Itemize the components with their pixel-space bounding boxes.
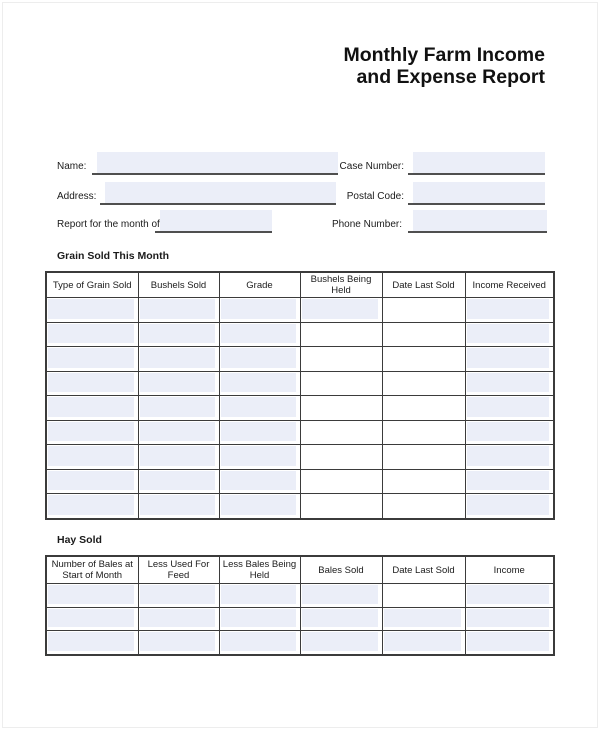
address-field[interactable] <box>100 182 336 205</box>
grain-row-3 <box>46 347 554 372</box>
hay-section-title: Hay Sold <box>57 534 102 546</box>
grain-cell-r2c2[interactable] <box>138 322 219 347</box>
case-number-field[interactable] <box>408 152 545 175</box>
field-highlight <box>221 609 296 628</box>
hay-row-1 <box>46 584 554 608</box>
grain-section-title: Grain Sold This Month <box>57 250 169 262</box>
grain-cell-r5c2[interactable] <box>138 396 219 421</box>
grain-cell-r8c6[interactable] <box>465 469 554 494</box>
address-label: Address: <box>57 191 97 202</box>
field-highlight <box>221 446 296 466</box>
grain-cell-r4c2[interactable] <box>138 371 219 396</box>
grain-cell-r2c5 <box>382 322 465 347</box>
field-highlight <box>140 495 215 515</box>
hay-column-header-5: Date Last Sold <box>382 556 465 584</box>
field-highlight <box>48 299 134 319</box>
postal-code-field[interactable] <box>408 182 545 205</box>
grain-cell-r5c1[interactable] <box>46 396 138 421</box>
field-highlight <box>413 210 547 231</box>
field-highlight <box>140 446 215 466</box>
hay-cell-r3c3[interactable] <box>219 631 300 655</box>
grain-cell-r6c5 <box>382 420 465 445</box>
hay-cell-r1c1[interactable] <box>46 584 138 608</box>
field-highlight <box>140 471 215 491</box>
hay-cell-r3c5[interactable] <box>382 631 465 655</box>
field-highlight <box>48 495 134 515</box>
field-highlight <box>467 446 550 466</box>
grain-column-header-1: Type of Grain Sold <box>46 272 138 298</box>
grain-table-body <box>46 298 554 519</box>
field-highlight <box>140 632 215 651</box>
field-highlight <box>467 495 550 515</box>
field-highlight <box>48 632 134 651</box>
field-highlight <box>140 397 215 417</box>
hay-cell-r3c1[interactable] <box>46 631 138 655</box>
grain-cell-r5c3[interactable] <box>219 396 300 421</box>
grain-header-row <box>46 272 554 298</box>
grain-cell-r7c4 <box>300 445 382 470</box>
report-month-field[interactable] <box>155 210 272 233</box>
grain-cell-r6c3[interactable] <box>219 420 300 445</box>
field-highlight <box>221 397 296 417</box>
grain-table <box>45 271 555 520</box>
grain-row-9 <box>46 494 554 519</box>
hay-cell-r1c3[interactable] <box>219 584 300 608</box>
hay-column-header-4: Bales Sold <box>300 556 382 584</box>
field-highlight <box>221 422 296 442</box>
grain-cell-r2c6[interactable] <box>465 322 554 347</box>
field-highlight <box>48 471 134 491</box>
hay-cell-r2c2[interactable] <box>138 607 219 631</box>
hay-column-header-1: Number of Bales at Start of Month <box>46 556 138 584</box>
report-month-label: Report for the month of <box>57 219 160 230</box>
name-label: Name: <box>57 161 87 172</box>
field-highlight <box>302 585 378 604</box>
grain-cell-r8c1[interactable] <box>46 469 138 494</box>
grain-row-6 <box>46 420 554 445</box>
field-highlight <box>48 324 134 344</box>
grain-column-header-2: Bushels Sold <box>138 272 219 298</box>
hay-cell-r2c4[interactable] <box>300 607 382 631</box>
case-number-label: Case Number: <box>339 161 404 172</box>
grain-cell-r1c5 <box>382 298 465 323</box>
field-highlight <box>221 348 296 368</box>
page-title-line-1: Monthly Farm Income <box>343 44 545 66</box>
grain-cell-r4c5 <box>382 371 465 396</box>
hay-cell-r2c6[interactable] <box>465 607 554 631</box>
field-highlight <box>140 299 215 319</box>
grain-cell-r3c1[interactable] <box>46 347 138 372</box>
grain-row-7 <box>46 445 554 470</box>
phone-number-label: Phone Number: <box>331 219 402 230</box>
postal-code-label: Postal Code: <box>346 191 404 202</box>
field-highlight <box>384 632 461 651</box>
field-highlight <box>467 299 550 319</box>
grain-cell-r1c6[interactable] <box>465 298 554 323</box>
field-highlight <box>221 299 296 319</box>
field-highlight <box>302 299 378 319</box>
field-highlight <box>97 152 338 173</box>
field-highlight <box>140 373 215 393</box>
hay-column-header-3: Less Bales Being Held <box>219 556 300 584</box>
field-highlight <box>221 373 296 393</box>
grain-cell-r8c5 <box>382 469 465 494</box>
hay-cell-r3c6[interactable] <box>465 631 554 655</box>
field-highlight <box>302 609 378 628</box>
field-highlight <box>302 632 378 651</box>
grain-cell-r4c1[interactable] <box>46 371 138 396</box>
field-highlight <box>48 446 134 466</box>
grain-cell-r4c3[interactable] <box>219 371 300 396</box>
hay-row-3 <box>46 631 554 655</box>
hay-cell-r2c3[interactable] <box>219 607 300 631</box>
field-highlight <box>140 609 215 628</box>
hay-column-header-2: Less Used For Feed <box>138 556 219 584</box>
field-highlight <box>48 348 134 368</box>
grain-cell-r6c1[interactable] <box>46 420 138 445</box>
grain-row-8 <box>46 469 554 494</box>
hay-cell-r3c4[interactable] <box>300 631 382 655</box>
hay-column-header-6: Income <box>465 556 554 584</box>
field-highlight <box>413 152 545 173</box>
grain-cell-r5c4 <box>300 396 382 421</box>
grain-cell-r9c2[interactable] <box>138 494 219 519</box>
field-highlight <box>413 182 545 203</box>
grain-cell-r8c3[interactable] <box>219 469 300 494</box>
grain-cell-r3c5 <box>382 347 465 372</box>
field-highlight <box>48 422 134 442</box>
field-highlight <box>467 609 550 628</box>
hay-header-row <box>46 556 554 584</box>
grain-row-2 <box>46 322 554 347</box>
name-field[interactable] <box>92 152 338 175</box>
grain-column-header-4: Bushels Being Held <box>300 272 382 298</box>
hay-table-body <box>46 584 554 655</box>
grain-cell-r1c3[interactable] <box>219 298 300 323</box>
field-highlight <box>221 632 296 651</box>
grain-cell-r9c5 <box>382 494 465 519</box>
phone-number-field[interactable] <box>408 210 547 233</box>
hay-cell-r2c5[interactable] <box>382 607 465 631</box>
field-highlight <box>467 373 550 393</box>
grain-cell-r9c1[interactable] <box>46 494 138 519</box>
grain-cell-r9c4 <box>300 494 382 519</box>
grain-cell-r6c6[interactable] <box>465 420 554 445</box>
hay-cell-r1c2[interactable] <box>138 584 219 608</box>
grain-cell-r4c6[interactable] <box>465 371 554 396</box>
hay-cell-r1c6[interactable] <box>465 584 554 608</box>
field-highlight <box>467 324 550 344</box>
grain-cell-r2c3[interactable] <box>219 322 300 347</box>
grain-cell-r5c6[interactable] <box>465 396 554 421</box>
field-highlight <box>221 324 296 344</box>
hay-row-2 <box>46 607 554 631</box>
grain-cell-r1c1[interactable] <box>46 298 138 323</box>
field-highlight <box>384 609 461 628</box>
field-highlight <box>467 632 550 651</box>
grain-row-1 <box>46 298 554 323</box>
grain-cell-r9c3[interactable] <box>219 494 300 519</box>
field-highlight <box>221 495 296 515</box>
grain-cell-r7c2[interactable] <box>138 445 219 470</box>
grain-row-5 <box>46 396 554 421</box>
hay-cell-r1c4[interactable] <box>300 584 382 608</box>
grain-cell-r1c4[interactable] <box>300 298 382 323</box>
field-highlight <box>467 348 550 368</box>
field-highlight <box>48 397 134 417</box>
grain-cell-r6c4 <box>300 420 382 445</box>
field-highlight <box>48 609 134 628</box>
grain-cell-r8c4 <box>300 469 382 494</box>
grain-cell-r3c4 <box>300 347 382 372</box>
grain-cell-r1c2[interactable] <box>138 298 219 323</box>
grain-column-header-5: Date Last Sold <box>382 272 465 298</box>
field-highlight <box>105 182 336 203</box>
grain-column-header-6: Income Received <box>465 272 554 298</box>
field-highlight <box>221 585 296 604</box>
grain-row-4 <box>46 371 554 396</box>
field-highlight <box>140 348 215 368</box>
grain-cell-r3c3[interactable] <box>219 347 300 372</box>
grain-cell-r6c2[interactable] <box>138 420 219 445</box>
field-highlight <box>467 422 550 442</box>
grain-cell-r7c3[interactable] <box>219 445 300 470</box>
field-highlight <box>467 585 550 604</box>
field-highlight <box>467 397 550 417</box>
grain-cell-r4c4 <box>300 371 382 396</box>
field-highlight <box>140 324 215 344</box>
grain-cell-r3c6[interactable] <box>465 347 554 372</box>
grain-cell-r9c6[interactable] <box>465 494 554 519</box>
field-highlight <box>221 471 296 491</box>
grain-cell-r3c2[interactable] <box>138 347 219 372</box>
hay-cell-r1c5 <box>382 584 465 608</box>
grain-cell-r2c4 <box>300 322 382 347</box>
grain-cell-r7c5 <box>382 445 465 470</box>
grain-column-header-3: Grade <box>219 272 300 298</box>
grain-cell-r8c2[interactable] <box>138 469 219 494</box>
grain-cell-r7c6[interactable] <box>465 445 554 470</box>
grain-cell-r5c5 <box>382 396 465 421</box>
field-highlight <box>467 471 550 491</box>
field-highlight <box>48 373 134 393</box>
field-highlight <box>160 210 272 231</box>
field-highlight <box>48 585 134 604</box>
grain-cell-r7c1[interactable] <box>46 445 138 470</box>
field-highlight <box>140 585 215 604</box>
hay-cell-r2c1[interactable] <box>46 607 138 631</box>
page-title-line-2: and Expense Report <box>356 65 545 88</box>
hay-table <box>45 555 555 656</box>
grain-cell-r2c1[interactable] <box>46 322 138 347</box>
field-highlight <box>140 422 215 442</box>
page-title <box>343 45 545 88</box>
hay-cell-r3c2[interactable] <box>138 631 219 655</box>
